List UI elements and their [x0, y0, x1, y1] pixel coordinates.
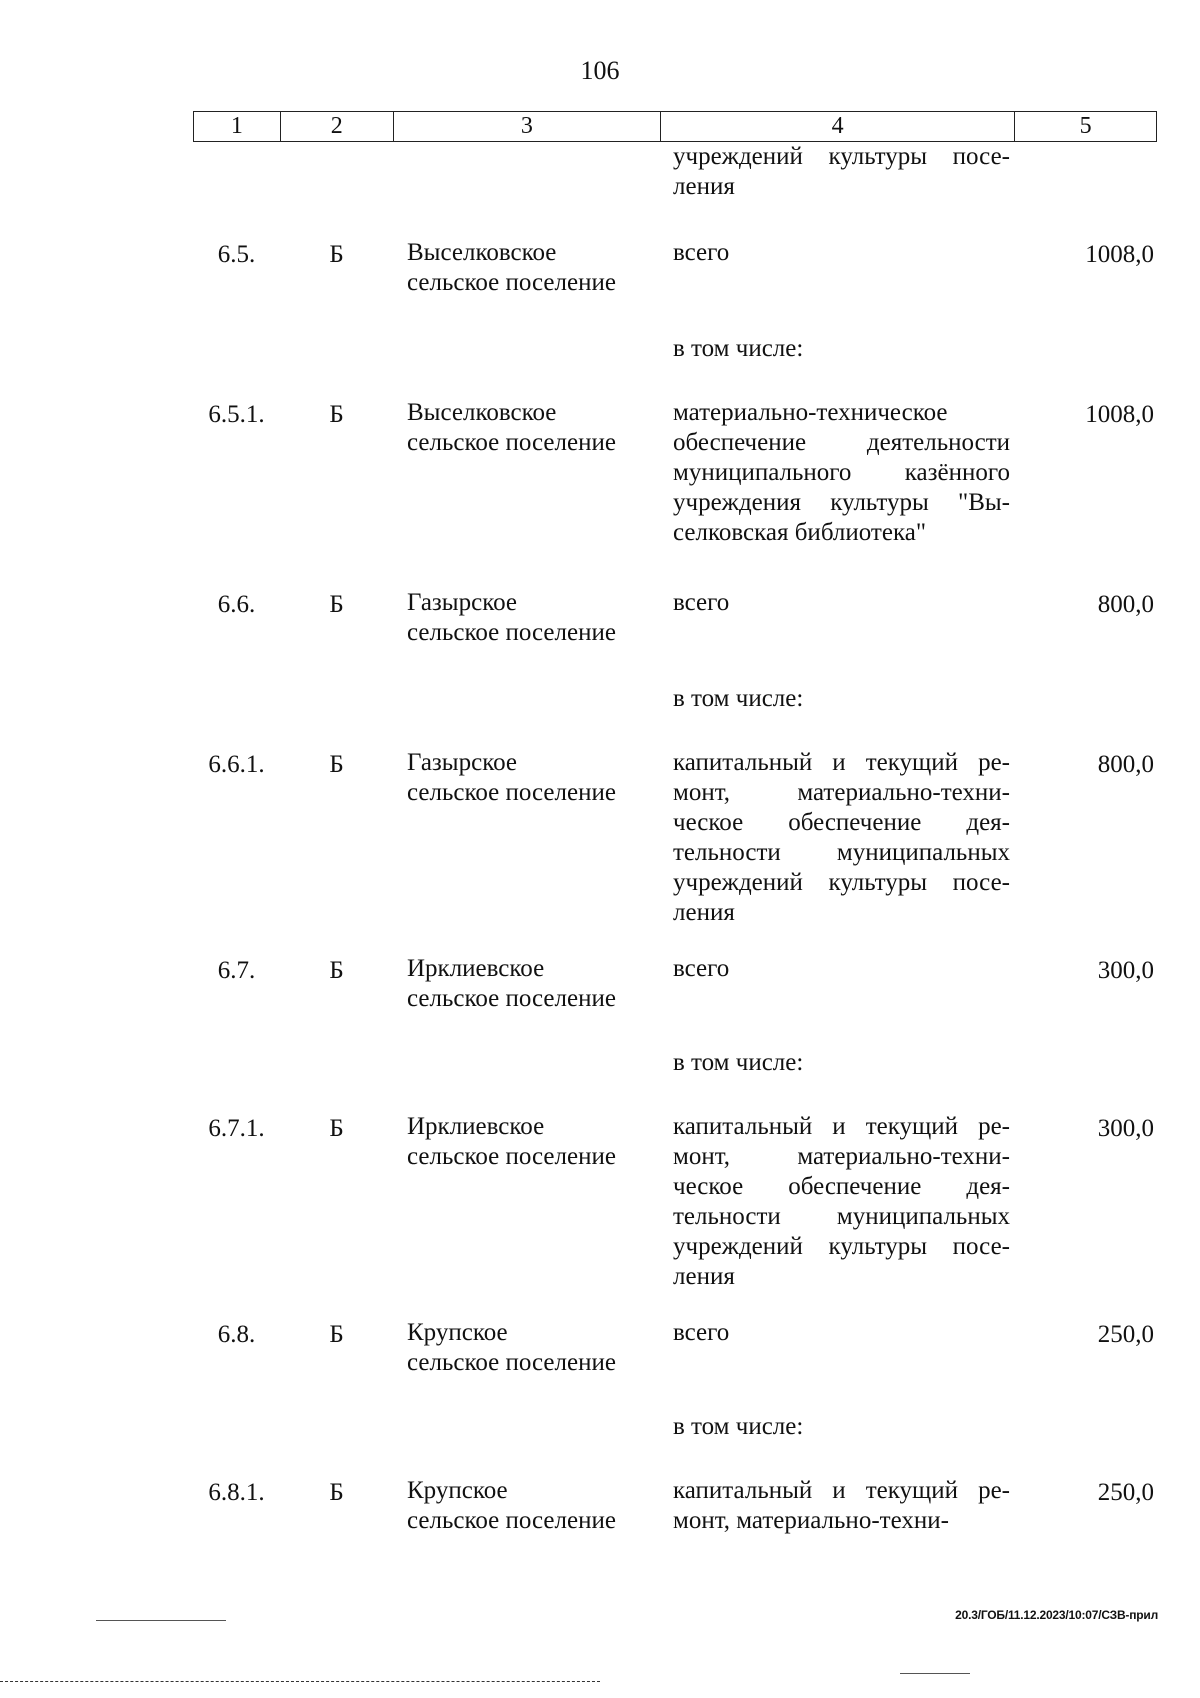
row-description [661, 1412, 1016, 1442]
header-cell-1: 1 [194, 112, 281, 141]
description-line: всего [673, 589, 730, 616]
description-line: капитальный и текущий ре- [673, 1113, 1010, 1140]
settlement-name-line: Крупское [407, 1319, 508, 1346]
description-line: ления [673, 1263, 735, 1290]
row-category: Б [329, 401, 344, 428]
table-header-row [193, 111, 1157, 142]
description-line: всего [673, 1319, 730, 1346]
settlement-name-line: Крупское [407, 1477, 508, 1504]
table-row [193, 334, 1157, 364]
table-row [193, 1476, 1157, 1536]
description-line: учреждения культуры "Вы- [673, 489, 1010, 516]
settlement-name-line: сельское поселение [407, 985, 616, 1012]
row-amount: 800,0 [1097, 591, 1154, 618]
footer-rule-left [96, 1620, 226, 1621]
description-line: учреждений культуры посе- [673, 869, 1010, 896]
settlement-name-line: сельское поселение [407, 429, 616, 456]
row-amount: 250,0 [1097, 1321, 1154, 1348]
row-description [661, 588, 1016, 648]
row-settlement-name [393, 588, 661, 648]
settlement-name-line: сельское поселение [407, 1349, 616, 1376]
row-settlement-name [393, 1048, 661, 1078]
row-settlement-name [393, 748, 661, 928]
row-settlement-name [393, 954, 661, 1014]
description-line: материально-техническое [673, 399, 948, 426]
table-row [193, 588, 1157, 648]
description-line: в том числе: [673, 335, 804, 362]
row-amount: 250,0 [1097, 1479, 1154, 1506]
row-settlement-name [393, 142, 661, 202]
row-number: 6.7.1. [208, 1115, 265, 1142]
row-number [193, 1048, 280, 1078]
settlement-name-line: сельское поселение [407, 1507, 616, 1534]
row-category [280, 1412, 393, 1442]
description-line: ческое обеспечение дея- [673, 1173, 1010, 1200]
description-line: капитальный и текущий ре- [673, 749, 1010, 776]
settlement-name-line: сельское поселение [407, 1143, 616, 1170]
row-description [661, 748, 1016, 928]
description-line: в том числе: [673, 1413, 804, 1440]
row-category: Б [329, 591, 344, 618]
table-body [193, 142, 1157, 1536]
description-line: ления [673, 899, 735, 926]
description-line: всего [673, 955, 730, 982]
row-category [280, 684, 393, 714]
settlement-name-line: Газырское [407, 589, 517, 616]
description-line: муниципального казённого [673, 459, 1010, 486]
row-description [661, 1318, 1016, 1378]
row-description [661, 1476, 1016, 1536]
row-number: 6.7. [217, 957, 256, 984]
table-row [193, 1318, 1157, 1378]
row-amount [1016, 684, 1157, 714]
document-code: 20.3/ГОБ/11.12.2023/10:07/СЗВ-прил [955, 1608, 1158, 1622]
row-category: Б [329, 1115, 344, 1142]
row-category: Б [329, 241, 344, 268]
page-number: 106 [580, 56, 620, 85]
table-row [193, 142, 1157, 202]
row-number: 6.8.1. [208, 1479, 265, 1506]
description-line: монт, материально-техни- [673, 1507, 949, 1534]
settlement-name-line: Газырское [407, 749, 517, 776]
row-description [661, 1112, 1016, 1292]
table-row [193, 748, 1157, 928]
description-line: в том числе: [673, 1049, 804, 1076]
settlement-name-line: Выселковское [407, 239, 557, 266]
settlement-name-line: Ирклиевское [407, 955, 545, 982]
row-number: 6.8. [217, 1321, 256, 1348]
description-line: капитальный и текущий ре- [673, 1477, 1010, 1504]
description-line: обеспечение деятельности [673, 429, 1010, 456]
row-description [661, 954, 1016, 1014]
row-category: Б [329, 957, 344, 984]
header-cell-2: 2 [281, 112, 394, 141]
row-category [280, 142, 393, 202]
table-row [193, 954, 1157, 1014]
row-amount [1016, 334, 1157, 364]
footer-rule-right [900, 1673, 970, 1674]
table-row [193, 684, 1157, 714]
row-description [661, 684, 1016, 714]
table-row [193, 1112, 1157, 1292]
row-category: Б [329, 1321, 344, 1348]
header-cell-3: 3 [394, 112, 661, 141]
header-cell-4: 4 [661, 112, 1015, 141]
row-settlement-name [393, 238, 661, 298]
row-number [193, 142, 280, 202]
row-settlement-name [393, 1318, 661, 1378]
table-row [193, 1412, 1157, 1442]
row-amount: 1008,0 [1085, 241, 1154, 268]
settlement-name-line: Ирклиевское [407, 1113, 545, 1140]
description-line: тельности муниципальных [673, 1203, 1010, 1230]
settlement-name-line: сельское поселение [407, 269, 616, 296]
header-cell-5: 5 [1079, 113, 1092, 139]
row-amount [1016, 1412, 1157, 1442]
row-number: 6.6. [217, 591, 256, 618]
row-number [193, 1412, 280, 1442]
row-amount: 300,0 [1097, 957, 1154, 984]
row-number: 6.5.1. [208, 401, 265, 428]
row-amount [1016, 142, 1157, 202]
row-description [661, 142, 1016, 202]
row-category: Б [329, 1479, 344, 1506]
settlement-name-line: сельское поселение [407, 779, 616, 806]
row-number [193, 334, 280, 364]
row-amount: 300,0 [1097, 1115, 1154, 1142]
description-line: тельности муниципальных [673, 839, 1010, 866]
description-line: в том числе: [673, 685, 804, 712]
row-number: 6.6.1. [208, 751, 265, 778]
row-description [661, 238, 1016, 298]
description-line: учреждений культуры посе- [673, 143, 1010, 170]
row-amount: 800,0 [1097, 751, 1154, 778]
description-line: ления [673, 173, 735, 200]
row-settlement-name [393, 1412, 661, 1442]
row-amount [1016, 1048, 1157, 1078]
row-settlement-name [393, 1112, 661, 1292]
table-row [193, 238, 1157, 298]
description-line: учреждений культуры посе- [673, 1233, 1010, 1260]
description-line: монт, материально-техни- [673, 1143, 1010, 1170]
row-category: Б [329, 751, 344, 778]
description-line: всего [673, 239, 730, 266]
description-line: монт, материально-техни- [673, 779, 1010, 806]
row-description [661, 398, 1016, 548]
table-row [193, 398, 1157, 548]
table-row [193, 1048, 1157, 1078]
row-settlement-name [393, 398, 661, 548]
row-settlement-name [393, 334, 661, 364]
row-category [280, 1048, 393, 1078]
row-number [193, 684, 280, 714]
row-settlement-name [393, 684, 661, 714]
row-description [661, 1048, 1016, 1078]
row-settlement-name [393, 1476, 661, 1536]
row-amount: 1008,0 [1085, 401, 1154, 428]
row-category [280, 334, 393, 364]
settlement-name-line: сельское поселение [407, 619, 616, 646]
description-line: ческое обеспечение дея- [673, 809, 1010, 836]
row-description [661, 334, 1016, 364]
description-line: селковская библиотека" [673, 519, 927, 546]
bottom-dashed-line [0, 1681, 600, 1682]
settlement-name-line: Выселковское [407, 399, 557, 426]
row-number: 6.5. [217, 241, 256, 268]
